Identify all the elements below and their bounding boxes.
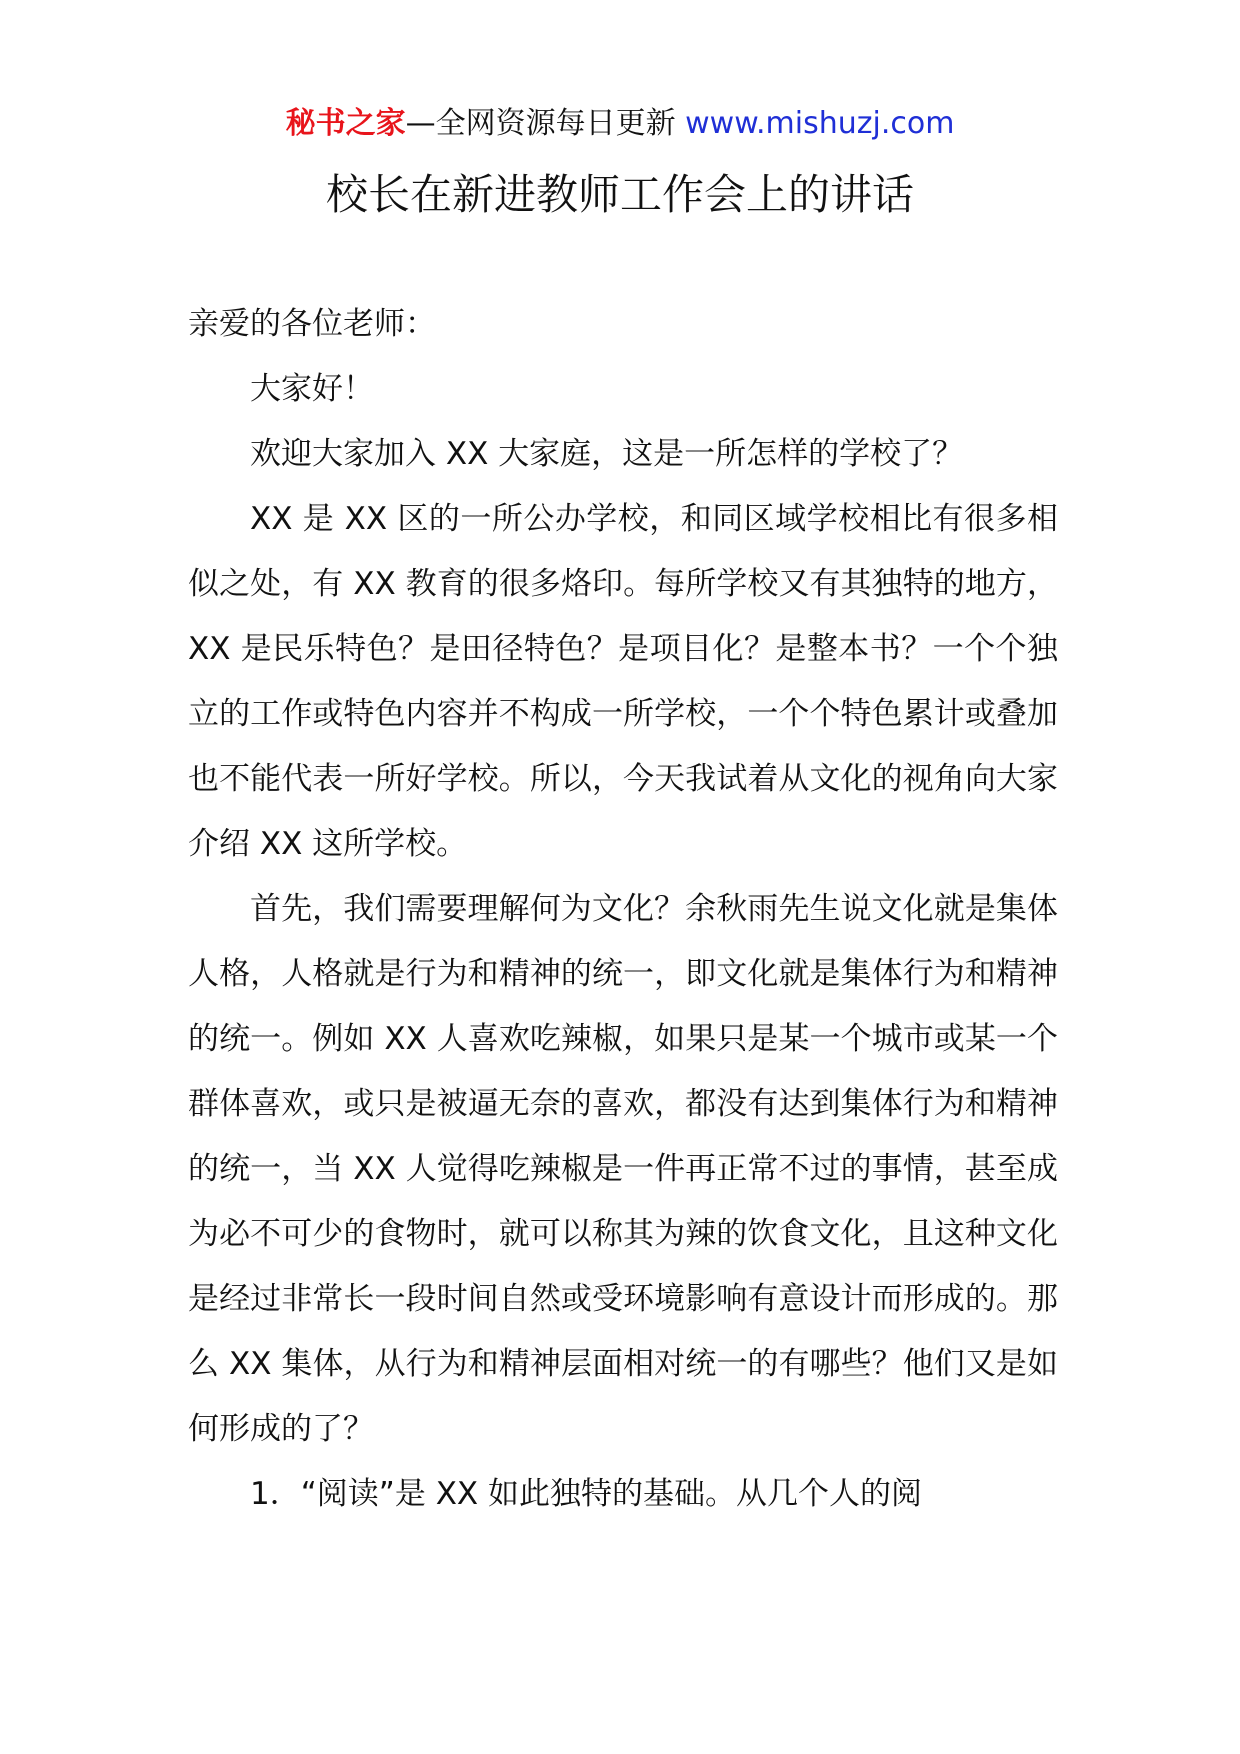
paragraph-greeting: 大家好！ — [250, 371, 374, 407]
brand-name: 秘书之家 — [285, 106, 406, 141]
paragraph-reading: 1．“阅读”是 XX 如此独特的基础。从几个人的阅 — [250, 1476, 923, 1512]
paragraph-culture: 首先，我们需要理解何为文化？余秋雨先生说文化就是集体人格，人格就是行为和精神的统一，即文化就是集体行为和精神的统一。例如 XX 人喜欢吃辣椒，如果只是某一个城市或某一个群体喜欢，或只是被逼无奈的喜欢，都没有达到集体行为和精神的统一，当 XX 人觉得吃辣椒是一件再正常不过的事情，甚至成为必不可少的食物时，就可以称其为辣的饮食文化，且这种文化是经过非常长一段时间自然或受环境影响有意设计而形成的。那么 XX 集体，从行为和精神层面相对统一的有哪些？他们又是如何形成的了？ — [188, 891, 1058, 1447]
paragraph-welcome: 欢迎大家加入 XX 大家庭，这是一所怎样的学校了？ — [250, 436, 964, 472]
document-body — [188, 292, 1058, 1527]
header-tagline: —全网资源每日更新 — [405, 106, 676, 141]
document-title: 校长在新进教师工作会上的讲话 — [325, 170, 914, 219]
site-header — [0, 102, 1240, 146]
salutation: 亲爱的各位老师： — [188, 306, 436, 342]
paragraph-school-intro: XX 是 XX 区的一所公办学校，和同区域学校相比有很多相似之处，有 XX 教育的很多烙印。每所学校又有其独特的地方，XX 是民乐特色？是田径特色？是项目化？是整本书？一个个独立的工作或特色内容并不构成一所学校，一个个特色累计或叠加也不能代表一所好学校。所以，今天我试着从文化的视角向大家介绍 XX 这所学校。 — [188, 501, 1058, 862]
site-url-link[interactable]: www.mishuzj.com — [685, 106, 955, 141]
